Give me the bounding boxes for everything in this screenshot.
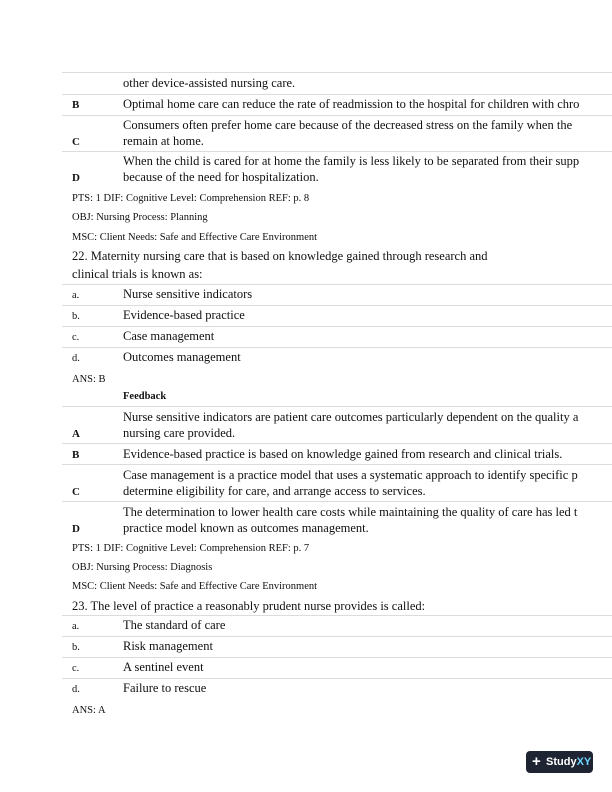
answer: ANS: B xyxy=(72,374,106,385)
option-letter: c. xyxy=(72,663,80,674)
feedback-text-a-line2: nursing care provided. xyxy=(123,426,236,440)
feedback-key-d: D xyxy=(72,523,80,535)
meta-obj: OBJ: Nursing Process: Diagnosis xyxy=(72,562,213,573)
feedback-key-b: B xyxy=(72,449,80,461)
logo-text-prefix: Study xyxy=(546,756,577,768)
option-letter: a. xyxy=(72,621,80,632)
feedback-text-d-line1: The determination to lower health care costs while maintaining the quality of care has led t xyxy=(123,505,578,519)
option-text: A sentinel event xyxy=(123,660,204,674)
logo-text xyxy=(546,756,591,768)
question-22-line1: 22. Maternity nursing care that is based on knowledge gained through research and xyxy=(72,249,488,263)
option-letter: d. xyxy=(72,353,80,364)
option-letter: a. xyxy=(72,290,80,301)
divider xyxy=(62,347,612,348)
logo-text-suffix: XY xyxy=(576,756,592,768)
feedback-key-b: B xyxy=(72,99,80,111)
divider xyxy=(62,406,612,407)
option-text: Risk management xyxy=(123,639,213,653)
feedback-text-c-line2: remain at home. xyxy=(123,134,204,148)
feedback-a-continuation: other device-assisted nursing care. xyxy=(123,76,296,90)
meta-msc: MSC: Client Needs: Safe and Effective Care Environment xyxy=(72,581,318,592)
divider xyxy=(62,151,612,152)
feedback-text-c-line1: Consumers often prefer home care because of the decreased stress on the family when the xyxy=(123,118,573,132)
divider xyxy=(62,115,612,116)
feedback-header: Feedback xyxy=(123,391,167,402)
plus-icon: + xyxy=(532,753,541,770)
studyxy-logo[interactable] xyxy=(526,751,593,773)
option-text: Evidence-based practice xyxy=(123,308,245,322)
divider xyxy=(62,72,612,73)
option-letter: c. xyxy=(72,332,80,343)
feedback-text-d-line2: practice model known as outcomes management. xyxy=(123,521,369,535)
option-letter: b. xyxy=(72,311,80,322)
meta-obj: OBJ: Nursing Process: Planning xyxy=(72,212,208,223)
divider xyxy=(62,284,612,285)
feedback-text-b: Evidence-based practice is based on knowledge gained from research and clinical trials. xyxy=(123,447,563,461)
feedback-key-a: A xyxy=(72,428,80,440)
meta-msc: MSC: Client Needs: Safe and Effective Care Environment xyxy=(72,232,318,243)
divider xyxy=(62,615,612,616)
question-23-line1: 23. The level of practice a reasonably prudent nurse provides is called: xyxy=(72,599,426,613)
answer: ANS: A xyxy=(72,705,106,716)
feedback-text-c-line1: Case management is a practice model that uses a systematic approach to identify specific p xyxy=(123,468,578,482)
option-text: Case management xyxy=(123,329,215,343)
option-text: Failure to rescue xyxy=(123,681,207,695)
meta-pts: PTS: 1 DIF: Cognitive Level: Comprehension REF: p. 8 xyxy=(72,193,310,204)
divider xyxy=(62,94,612,95)
option-text: The standard of care xyxy=(123,618,226,632)
divider xyxy=(62,443,612,444)
feedback-text-d-line1: When the child is cared for at home the family is less likely to be separated from their supp xyxy=(123,154,580,168)
feedback-text-b: Optimal home care can reduce the rate of readmission to the hospital for children with chro xyxy=(123,97,580,111)
divider xyxy=(62,326,612,327)
option-letter: b. xyxy=(72,642,80,653)
divider xyxy=(62,305,612,306)
option-text: Outcomes management xyxy=(123,350,241,364)
meta-pts: PTS: 1 DIF: Cognitive Level: Comprehension REF: p. 7 xyxy=(72,543,310,554)
question-22-line2: clinical trials is known as: xyxy=(72,267,203,281)
divider xyxy=(62,678,612,679)
divider xyxy=(62,464,612,465)
divider xyxy=(62,657,612,658)
divider xyxy=(62,636,612,637)
option-letter: d. xyxy=(72,684,80,695)
feedback-key-c: C xyxy=(72,486,80,498)
feedback-key-c: C xyxy=(72,136,80,148)
feedback-text-a-line1: Nurse sensitive indicators are patient care outcomes particularly dependent on the quality a xyxy=(123,410,579,424)
option-text: Nurse sensitive indicators xyxy=(123,287,253,301)
feedback-text-d-line2: because of the need for hospitalization. xyxy=(123,170,319,184)
feedback-text-c-line2: determine eligibility for care, and arrange access to services. xyxy=(123,484,426,498)
feedback-key-d: D xyxy=(72,172,80,184)
divider xyxy=(62,501,612,502)
